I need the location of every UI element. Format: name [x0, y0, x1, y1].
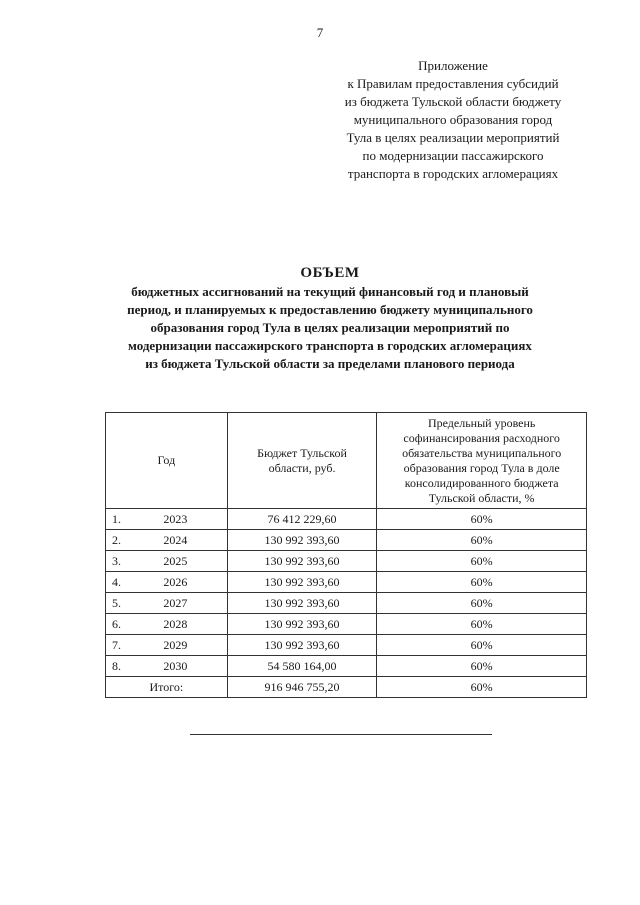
- row-year: 2029: [151, 635, 227, 656]
- row-budget: 130 992 393,60: [227, 551, 377, 572]
- appendix-line: Приложение: [418, 58, 488, 73]
- row-year: 2026: [151, 572, 227, 593]
- table-row: [106, 509, 587, 530]
- total-label: Итого:: [106, 677, 228, 698]
- total-budget: 916 946 755,20: [227, 677, 377, 698]
- row-year: 2024: [151, 530, 227, 551]
- table-row: [106, 593, 587, 614]
- appendix-line: из бюджета Тульской области бюджету: [344, 94, 562, 109]
- appendix-line: к Правилам предоставления субсидий: [347, 76, 559, 91]
- header-share: [377, 413, 587, 509]
- subtitle-line: период, и планируемых к предоставлению бюджету муниципального: [127, 302, 533, 317]
- row-share: 60%: [377, 509, 587, 530]
- header-share-line: софинансирования расходного: [403, 430, 560, 445]
- row-budget: 76 412 229,60: [227, 509, 377, 530]
- row-index: 6.: [106, 614, 152, 635]
- subtitle-line: бюджетных ассигнований на текущий финансовый год и плановый: [131, 284, 529, 299]
- row-year: 2028: [151, 614, 227, 635]
- appendix-heading: [318, 57, 588, 183]
- row-year: 2023: [151, 509, 227, 530]
- row-index: 2.: [106, 530, 152, 551]
- table-header-row: [106, 413, 587, 509]
- table-row: [106, 572, 587, 593]
- header-share-line: Предельный уровень: [427, 415, 536, 430]
- row-year: 2027: [151, 593, 227, 614]
- row-budget: 54 580 164,00: [227, 656, 377, 677]
- subtitle-line: модернизации пассажирского транспорта в городских агломерациях: [128, 338, 532, 353]
- row-index: 8.: [106, 656, 152, 677]
- row-budget: 130 992 393,60: [227, 593, 377, 614]
- row-budget: 130 992 393,60: [227, 614, 377, 635]
- document-title: ОБЪЕМ: [300, 265, 360, 281]
- row-share: 60%: [377, 551, 587, 572]
- row-year: 2030: [151, 656, 227, 677]
- row-index: 4.: [106, 572, 152, 593]
- row-share: 60%: [377, 530, 587, 551]
- header-share-line: обязательства муниципального: [402, 445, 562, 460]
- row-index: 3.: [106, 551, 152, 572]
- page-number: 7: [316, 25, 324, 40]
- table-row: [106, 656, 587, 677]
- row-share: 60%: [377, 572, 587, 593]
- row-index: 5.: [106, 593, 152, 614]
- table-row: [106, 551, 587, 572]
- row-budget: 130 992 393,60: [227, 530, 377, 551]
- header-share-line: образования город Тула в доле: [403, 460, 560, 475]
- document-title-block: [80, 264, 580, 373]
- row-share: 60%: [377, 635, 587, 656]
- footer-rule: [190, 734, 492, 735]
- header-budget: [227, 413, 377, 509]
- row-budget: 130 992 393,60: [227, 635, 377, 656]
- header-share-line: консолидированного бюджета: [404, 475, 559, 490]
- row-index: 1.: [106, 509, 152, 530]
- row-index: 7.: [106, 635, 152, 656]
- header-budget-line: области, руб.: [268, 460, 336, 475]
- appendix-line: по модернизации пассажирского: [362, 148, 544, 163]
- table-row: [106, 530, 587, 551]
- subtitle-line: из бюджета Тульской области за пределами планового периода: [145, 356, 515, 371]
- table-row: [106, 614, 587, 635]
- header-share-line: Тульской области, %: [428, 490, 535, 505]
- row-share: 60%: [377, 593, 587, 614]
- table-row: [106, 635, 587, 656]
- header-budget-line: Бюджет Тульской: [257, 445, 347, 460]
- appendix-line: Тула в целях реализации мероприятий: [346, 130, 560, 145]
- row-year: 2025: [151, 551, 227, 572]
- row-budget: 130 992 393,60: [227, 572, 377, 593]
- row-share: 60%: [377, 656, 587, 677]
- appendix-line: транспорта в городских агломерациях: [347, 166, 559, 181]
- header-year: Год: [106, 413, 228, 509]
- table-total-row: [106, 677, 587, 698]
- appendix-line: муниципального образования город: [353, 112, 553, 127]
- document-subtitle: [80, 283, 580, 373]
- subtitle-line: образования город Тула в целях реализации мероприятий по: [150, 320, 510, 335]
- total-share: 60%: [377, 677, 587, 698]
- budget-table: [105, 412, 587, 698]
- row-share: 60%: [377, 614, 587, 635]
